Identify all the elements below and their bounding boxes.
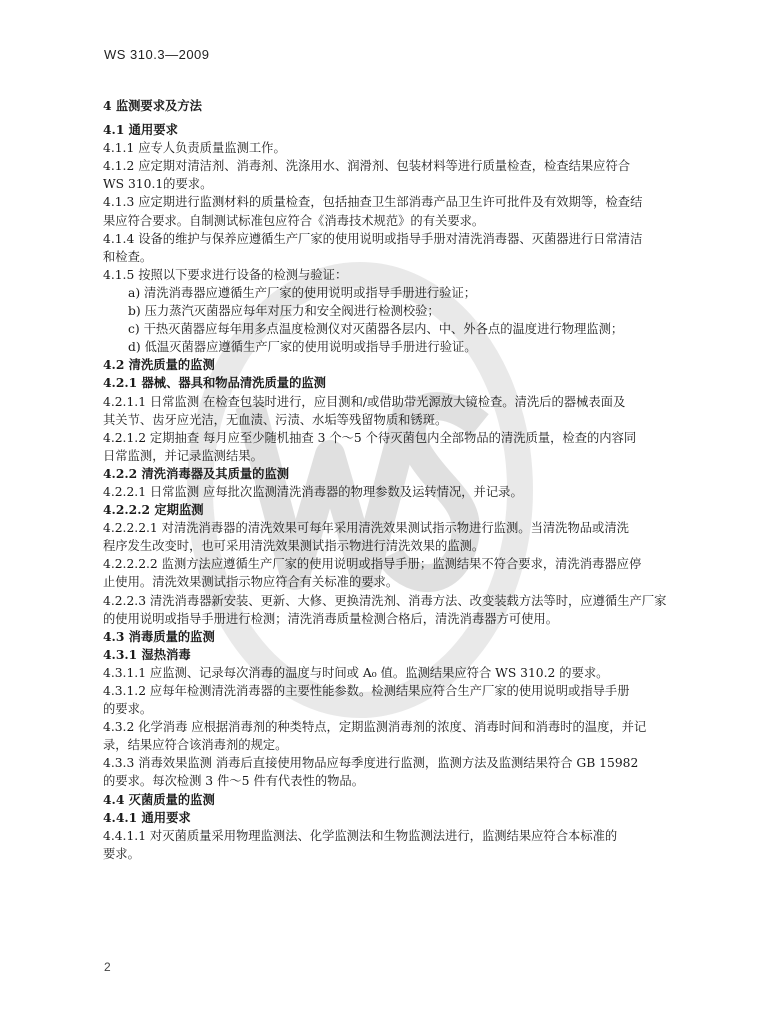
document-code-header: WS 310.3—2009 bbox=[104, 47, 210, 62]
text-line: 和检查。 bbox=[103, 249, 153, 264]
section-heading: 4.2.2.2 定期监测 bbox=[103, 502, 204, 518]
text-line: 的要求。 bbox=[103, 702, 153, 717]
text-line: 4.3.1.1 应监测、记录每次消毒的温度与时间或 A₀ 值。监测结果应符合 WS 310.2 的要求。 bbox=[103, 665, 609, 680]
text-line: 4.2.2.3 清洗消毒器新安装、更新、大修、更换清洗剂、消毒方法、改变装载方法等时，应遵循生产厂家 bbox=[103, 593, 667, 608]
text-line: 程序发生改变时，也可采用清洗效果测试指示物进行清洗效果的监测。 bbox=[103, 539, 485, 554]
text-line: 4.1.3 应定期进行监测材料的质量检查，包括抽查卫生部消毒产品卫生许可批件及有效期等，检查结 bbox=[103, 195, 643, 210]
text-line: 4.1.4 设备的维护与保养应遵循生产厂家的使用说明或指导手册对清洗消毒器、灭菌器进行日常清洁 bbox=[103, 231, 643, 246]
text-line: 的使用说明或指导手册进行检测；清洗消毒质量检测合格后，清洗消毒器方可使用。 bbox=[103, 611, 558, 626]
section-heading: 4 监测要求及方法 bbox=[103, 98, 202, 113]
text-line: 4.2.1.2 定期抽查 每月应至少随机抽查 3 个～5 个待灭菌包内全部物品的清洗质量，检查的内容同 bbox=[103, 430, 637, 445]
section-heading: 4.3.1 湿热消毒 bbox=[103, 646, 191, 662]
text-line: 的要求。每次检测 3 件～5 件有代表性的物品。 bbox=[103, 774, 365, 789]
text-line: d) 低温灭菌器应遵循生产厂家的使用说明或指导手册进行验证。 bbox=[128, 340, 477, 355]
section-heading: 4.4.1 通用要求 bbox=[103, 809, 191, 825]
text-line: 要求。 bbox=[103, 846, 140, 861]
text-line: 4.1.5 按照以下要求进行设备的检测与验证： bbox=[103, 267, 348, 282]
text-line: 止使用。清洗效果测试指示物应符合有关标准的要求。 bbox=[103, 575, 399, 590]
text-line: b) 压力蒸汽灭菌器应每年对压力和安全阀进行检测校验； bbox=[128, 304, 440, 319]
text-line: 4.3.1.2 应每年检测清洗消毒器的主要性能参数。检测结果应符合生产厂家的使用说明或指导手册 bbox=[103, 684, 630, 698]
section-heading: 4.1 通用要求 bbox=[103, 122, 178, 138]
section-heading: 4.4 灭菌质量的监测 bbox=[103, 791, 215, 807]
text-line: WS 310.1的要求。 bbox=[103, 177, 213, 192]
text-line: 4.1.2 应定期对清洁剂、消毒剂、洗涤用水、润滑剂、包装材料等进行质量检查，检查结果应符合 bbox=[103, 159, 631, 174]
section-heading: 4.2.1 器械、器具和物品清洗质量的监测 bbox=[103, 375, 326, 391]
text-line: a) 清洗消毒器应遵循生产厂家的使用说明或指导手册进行验证； bbox=[128, 285, 477, 300]
text-line: 4.4.1.1 对灭菌质量采用物理监测法、化学监测法和生物监测法进行，监测结果应符合本标准的 bbox=[103, 828, 618, 843]
text-line: 其关节、齿牙应光洁，无血渍、污渍、水垢等残留物质和锈斑。 bbox=[103, 412, 448, 427]
text-line: 4.2.2.2.2 监测方法应遵循生产厂家的使用说明或指导手册；监测结果不符合要求，清洗消毒器应停 bbox=[103, 557, 642, 572]
text-line: c) 干热灭菌器应每年用多点温度检测仪对灭菌器各层内、中、外各点的温度进行物理监测； bbox=[128, 322, 624, 337]
text-line: 果应符合要求。自制测试标准包应符合《消毒技术规范》的有关要求。 bbox=[103, 213, 485, 228]
text-line: 日常监测，并记录监测结果。 bbox=[103, 448, 263, 463]
text-line: 4.2.1.1 日常监测 在检查包装时进行，应目测和/或借助带光源放大镜检查。清洗后的器械表面及 bbox=[103, 394, 626, 409]
section-heading: 4.3 消毒质量的监测 bbox=[103, 628, 215, 644]
text-line: 4.2.2.2.1 对清洗消毒器的清洗效果可每年采用清洗效果测试指示物进行监测。当清洗物品或清洗 bbox=[103, 521, 629, 536]
text-line: 4.3.2 化学消毒 应根据消毒剂的种类特点，定期监测消毒剂的浓度、消毒时间和消毒时的温度，并记 bbox=[103, 720, 647, 735]
text-line: 4.3.3 消毒效果监测 消毒后直接使用物品应每季度进行监测，监测方法及监测结果符合 GB 15982 bbox=[103, 756, 639, 771]
text-line: 4.2.2.1 日常监测 应每批次监测清洗消毒器的物理参数及运转情况，并记录。 bbox=[103, 484, 523, 499]
text-line: 录，结果应符合该消毒剂的规定。 bbox=[103, 738, 288, 753]
page-number: 2 bbox=[104, 960, 111, 974]
document-body bbox=[103, 97, 683, 863]
section-heading: 4.2.2 清洗消毒器及其质量的监测 bbox=[103, 465, 290, 481]
section-heading: 4.2 清洗质量的监测 bbox=[103, 357, 215, 373]
text-line: 4.1.1 应专人负责质量监测工作。 bbox=[103, 141, 286, 156]
